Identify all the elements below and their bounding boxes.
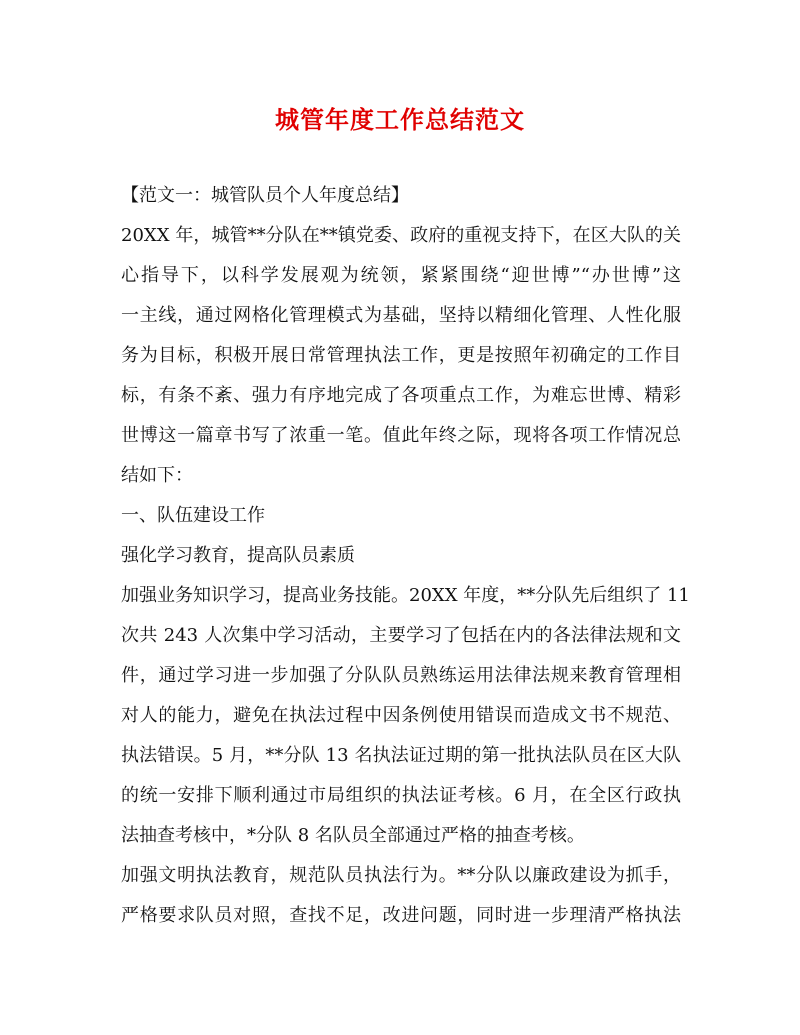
section-heading [121, 176, 681, 216]
text-line: 一主线，通过网格化管理模式为基础，坚持以精细化管理、人性化服 [121, 305, 681, 326]
paragraph-civil-enforcement [121, 856, 681, 936]
text-line: 务为目标，积极开展日常管理执法工作，更是按照年初确定的工作目 [121, 345, 681, 366]
subheading-study-education [121, 536, 681, 576]
text-line: 法抽查考核中，*分队 8 名队员全部通过严格的抽查考核。 [121, 825, 585, 846]
text-line: 【范文一：城管队员个人年度总结】 [121, 185, 409, 206]
text-line: 严格要求队员对照，查找不足，改进问题，同时进一步理清严格执法 [121, 905, 681, 926]
paragraph-business-knowledge [121, 576, 690, 856]
text-line: 一、队伍建设工作 [121, 505, 265, 526]
text-line: 结如下： [121, 465, 193, 486]
document-title: 城管年度工作总结范文 [275, 105, 525, 134]
text-line: 的统一安排下顺利通过市局组织的执法证考核。6 月，在全区行政执 [121, 785, 681, 806]
intro-paragraph [121, 216, 681, 496]
text-line: 执法错误。5 月，**分队 13 名执法证过期的第一批执法队员在区大队 [121, 745, 681, 766]
text-line: 加强业务知识学习，提高业务技能。20XX 年度，**分队先后组织了 11 [121, 585, 690, 606]
text-line: 心指导下，以科学发展观为统领，紧紧围绕“迎世博”“办世博”这 [121, 265, 681, 286]
text-line: 加强文明执法教育，规范队员执法行为。**分队以廉政建设为抓手， [121, 865, 681, 886]
text-line: 件，通过学习进一步加强了分队队员熟练运用法律法规来教育管理相 [121, 665, 681, 686]
text-line: 20XX 年，城管**分队在**镇党委、政府的重视支持下，在区大队的关 [121, 225, 681, 246]
text-line: 世博这一篇章书写了浓重一笔。值此年终之际，现将各项工作情况总 [121, 425, 681, 446]
text-line: 标，有条不紊、强力有序地完成了各项重点工作，为难忘世博、精彩 [121, 385, 681, 406]
text-line: 强化学习教育，提高队员素质 [121, 545, 355, 566]
text-line: 对人的能力，避免在执法过程中因条例使用错误而造成文书不规范、 [121, 705, 681, 726]
heading-team-building [121, 496, 681, 536]
text-line: 次共 243 人次集中学习活动，主要学习了包括在内的各法律法规和文 [121, 625, 681, 646]
document-body [121, 176, 690, 936]
